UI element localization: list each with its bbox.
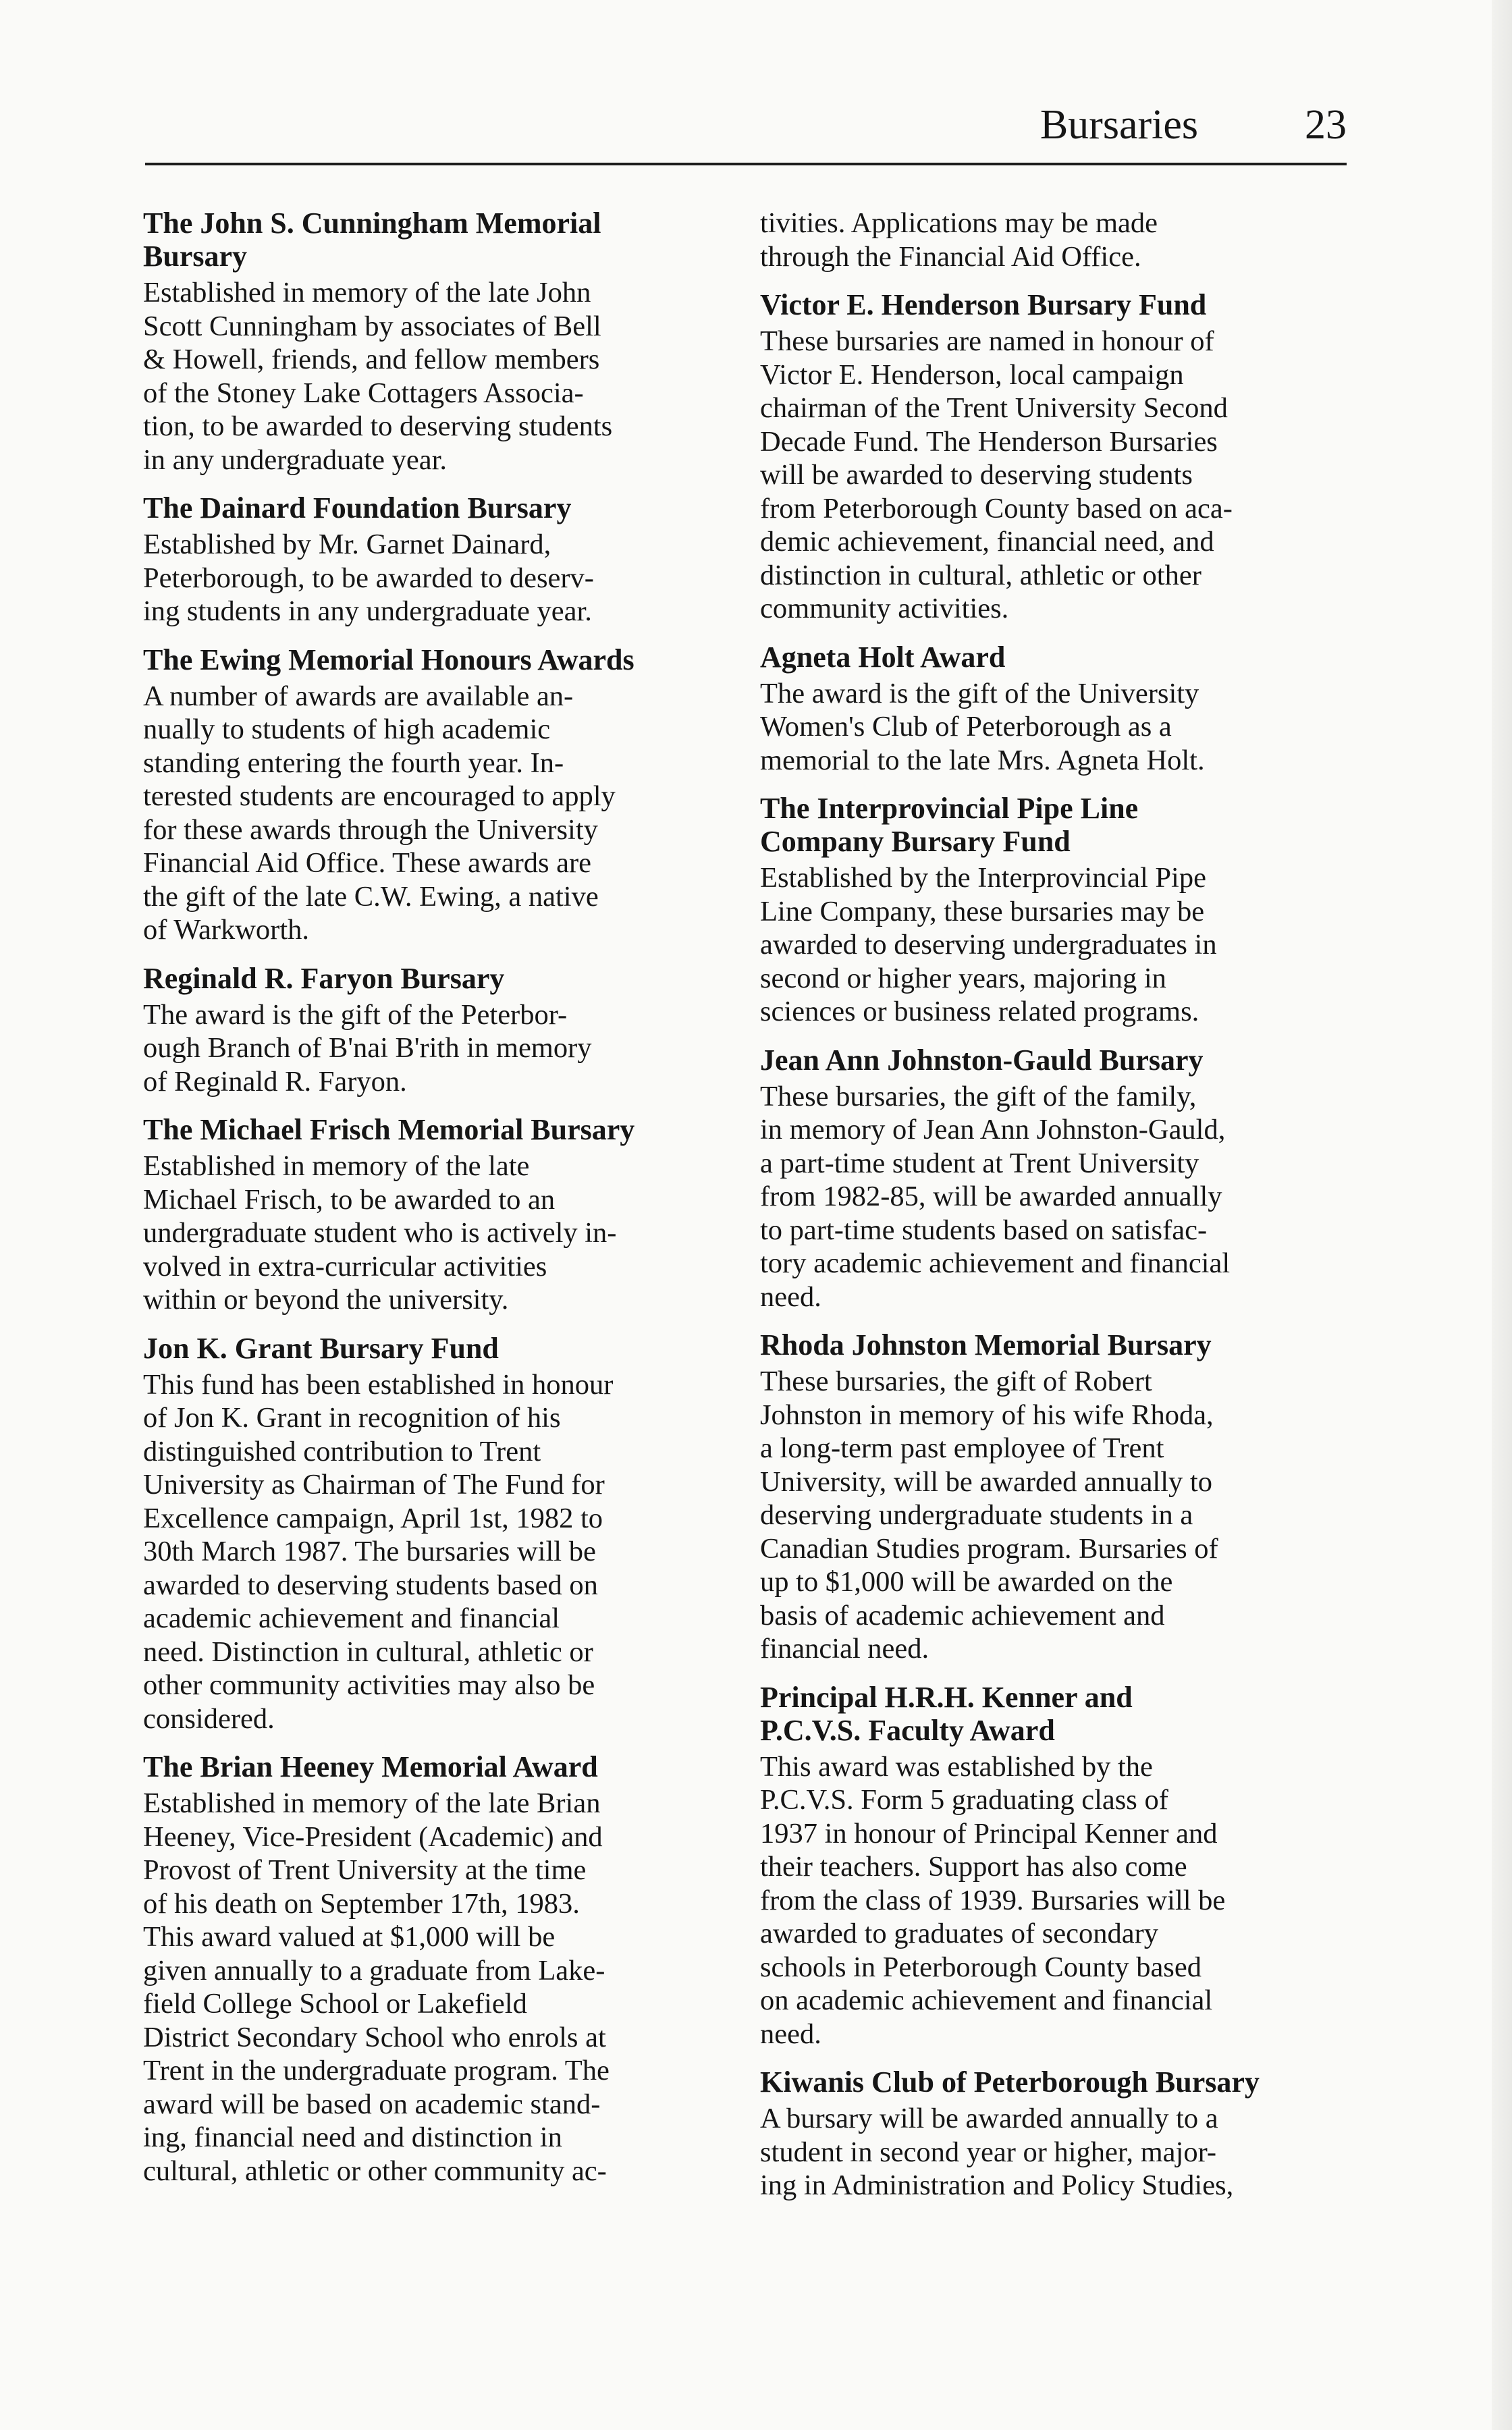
entry-title: The Michael Frisch Memorial Bursary xyxy=(143,1113,635,1146)
entry-kenner xyxy=(760,1681,1341,2051)
entry-ewing xyxy=(143,643,717,947)
entry-title: The Interprovincial Pipe Line Company Bursary Fund xyxy=(760,792,1139,858)
entry-body: The award is the gift of the Peterbor- ough Branch of B'nai B'rith in memory of Reginald R. Faryon. xyxy=(143,998,592,1098)
entry-body: This fund has been established in honour of Jon K. Grant in recognition of his distinguished contribution to Trent University as Chairman of The Fund for Excellence campaign, April 1st, 1982 to 30th March 1987. The bursaries will be awarded to deserving students based on academic achievement and financial need. Distinction in cultural, athletic or other community activities may also be considered. xyxy=(143,1368,614,1735)
entry-cunningham xyxy=(143,207,717,477)
entry-title: The Ewing Memorial Honours Awards xyxy=(143,643,634,676)
entry-kiwanis xyxy=(760,2066,1341,2203)
entry-body: Established in memory of the late Brian Heeney, Vice-President (Academic) and Provost of Trent University at the time of his death on September 17th, 1983. This award valued at $1,000 will be given annually to a graduate from Lake- field College School or Lakefield District Secondary School who enrols at Trent in the undergraduate program. The award will be based on academic stand- ing, financial need and distinction in cultural, athletic or other community ac- xyxy=(143,1787,610,2187)
continued-text: tivities. Applications may be made through the Financial Aid Office. xyxy=(760,207,1158,273)
entry-title: Kiwanis Club of Peterborough Bursary xyxy=(760,2066,1260,2099)
entry-dainard xyxy=(143,491,717,628)
entry-title: Jon K. Grant Bursary Fund xyxy=(143,1331,499,1365)
entry-body: These bursaries, the gift of the family, in memory of Jean Ann Johnston-Gauld, a part-time student at Trent University from 1982-85, will be awarded annually to part-time students based on satisfac- tory academic achievement and financial need. xyxy=(760,1080,1231,1313)
entry-body: Established in memory of the late John Scott Cunningham by associates of Bell & Howell, friends, and fellow members of the Stoney Lake Cottagers Associa- tion, to be awarded to deserving students in any undergraduate year. xyxy=(143,277,613,476)
entry-title: The John S. Cunningham Memorial Bursary xyxy=(143,207,601,273)
entry-body: A number of awards are available an- nually to students of high academic standing entering the fourth year. In- terested students are encouraged to apply for these awards through the University Financial Aid Office. These awards are the gift of the late C.W. Ewing, a native of Warkworth. xyxy=(143,680,616,946)
entry-title: Victor E. Henderson Bursary Fund xyxy=(760,288,1207,321)
left-column xyxy=(143,207,717,2203)
entry-body: These bursaries are named in honour of Victor E. Henderson, local campaign chairman of the Trent University Second Decade Fund. The Henderson Bursaries will be awarded to deserving students from Peterborough County based on aca- demic achievement, financial need, and distinction in cultural, athletic or other community activities. xyxy=(760,325,1233,624)
entry-title: Jean Ann Johnston-Gauld Bursary xyxy=(760,1043,1204,1077)
entry-title: Principal H.R.H. Kenner and P.C.V.S. Faculty Award xyxy=(760,1680,1133,1747)
entry-title: Reginald R. Faryon Bursary xyxy=(143,961,505,995)
entry-body: A bursary will be awarded annually to a student in second year or higher, major- ing in Administration and Policy Studies, xyxy=(760,2103,1234,2201)
entry-heeney xyxy=(143,1750,717,2188)
entry-title: Agneta Holt Award xyxy=(760,640,1006,674)
entry-body: Established in memory of the late Michael Frisch, to be awarded to an undergraduate student who is actively in- volved in extra-curricular activities within or beyond the university. xyxy=(143,1150,617,1316)
entry-body: Established by the Interprovincial Pipe Line Company, these bursaries may be awarded to deserving undergraduates in second or higher years, majoring in sciences or business related programs. xyxy=(760,862,1217,1027)
entry-body: The award is the gift of the University Women's Club of Peterborough as a memorial to the late Mrs. Agneta Holt. xyxy=(760,677,1205,776)
entry-title: The Brian Heeney Memorial Award xyxy=(143,1750,598,1783)
entry-grant xyxy=(143,1332,717,1736)
right-column xyxy=(760,207,1341,2217)
entry-body: These bursaries, the gift of Robert Johnston in memory of his wife Rhoda, a long-term past employee of Trent University, will be awarded annually to deserving undergraduate students in a Canadian Studies program. Bursaries of up to $1,000 will be awarded on the basis of academic achievement and financial need. xyxy=(760,1366,1218,1665)
entry-henderson xyxy=(760,288,1341,626)
entry-body: Established by Mr. Garnet Dainard, Peterborough, to be awarded to deserv- ing students in any undergraduate year. xyxy=(143,529,594,627)
entry-rhoda-johnston xyxy=(760,1328,1341,1666)
page-edge-shadow xyxy=(1492,0,1512,2430)
entry-interprovincial xyxy=(760,792,1341,1029)
entry-title: Rhoda Johnston Memorial Bursary xyxy=(760,1328,1212,1361)
entry-faryon xyxy=(143,962,717,1099)
header-rule xyxy=(145,163,1347,165)
entry-body: This award was established by the P.C.V.S. Form 5 graduating class of 1937 in honour of Principal Kenner and their teachers. Support has also come from the class of 1939. Bursaries will be awarded to graduates of secondary schools in Peterborough County based on academic achievement and financial need. xyxy=(760,1750,1226,2050)
entry-title: The Dainard Foundation Bursary xyxy=(143,491,572,524)
entry-frisch xyxy=(143,1113,717,1317)
page-number: 23 xyxy=(1305,102,1347,148)
running-head xyxy=(145,94,1347,169)
entry-holt xyxy=(760,641,1341,778)
entry-johnston-gauld xyxy=(760,1044,1341,1314)
section-title: Bursaries xyxy=(1040,102,1198,148)
